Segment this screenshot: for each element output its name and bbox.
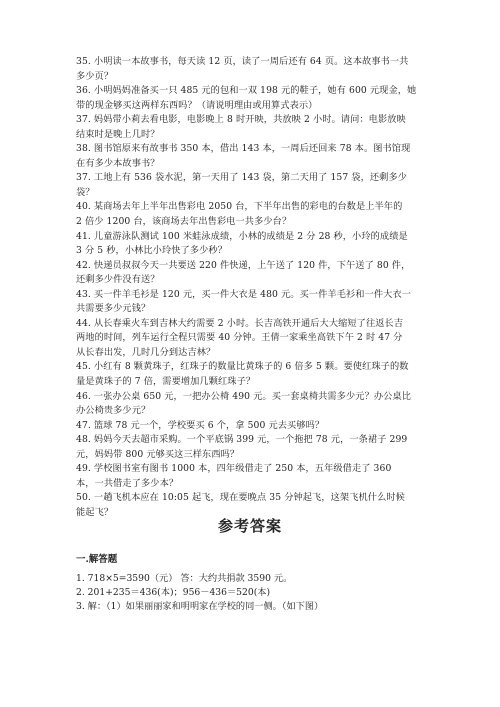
problem-line: 47. 篮球 78 元一个，学校要买 6 个，拿 500 元去买够吗？ [76, 419, 325, 431]
problem-line: 2 倍少 1200 台，该商场去年出售彩电一共多少台？ [76, 216, 292, 228]
problem-line: 元，妈妈带 800 元够买这三样东西吗？ [76, 448, 240, 460]
problem-line: 46. 一张办公桌 650 元，一把办公椅 490 元。买一套桌椅共需多少元？办公桌比 [76, 390, 412, 402]
problem-line: 袋？ [76, 186, 95, 198]
problem-line: 48. 妈妈今天去超市采购。一个平底锅 399 元，一个拖把 78 元，一条裙子 299 [76, 434, 408, 446]
problem-line: 44. 从长春乘火车到吉林大约需要 2 小时。长吉高铁开通后大大缩短了往返长吉 [76, 317, 404, 329]
problem-line: 40. 某商场去年上半年出售彩电 2050 台，下半年出售的彩电的台数是上半年的 [76, 201, 403, 213]
problem-line: 两地的时间，列车运行全程只需要 40 分钟。王倩一家乘坐高铁下午 2 时 47 分 [76, 332, 403, 344]
problem-line: 3 分 5 秒，小林比小玲快了多少秒？ [76, 245, 227, 257]
section-heading: 一.解答题 [76, 554, 118, 565]
answer-section-title: 参考答案 [217, 517, 282, 535]
problem-line: 结束时是晚上几时？ [76, 128, 160, 140]
answer-list [76, 572, 436, 614]
problem-line: 从长春出发，几时几分到达吉林？ [76, 346, 216, 358]
problem-line: 35. 小明读一本故事书，每天读 12 页，读了一周后还有 64 页。这本故事书一共 [76, 56, 409, 67]
problem-line: 38. 图书馆原来有故事书 350 本，借出 143 本，一周后还回来 78 本。图书馆现 [76, 143, 411, 155]
problem-line: 45. 小红有 8 颗黄珠子，红珠子的数量比黄珠子的 6 倍多 5 颗。要使红珠子的数 [76, 361, 409, 373]
problem-line: 量是黄珠子的 7 倍，需要增加几颗红珠子？ [76, 376, 256, 388]
problem-line: 多少页？ [76, 70, 114, 82]
problem-line: 带的现金够买这两样东西吗？（请说明理由或用算式表示） [76, 99, 318, 111]
problem-line: 37. 妈妈带小莉去看电影，电影晚上 8 时开映，共放映 2 小时。请问：电影放映 [76, 114, 406, 126]
problem-line: 37. 工地上有 536 袋水泥，第一天用了 143 袋，第二天用了 157 袋，还剩多少 [76, 172, 408, 184]
problem-line: 43. 买一件羊毛衫是 120 元，买一件大衣是 480 元。买一件羊毛衫和一件大衣一 [76, 288, 412, 300]
problem-line: 36. 小明妈妈准备买一只 485 元的包和一双 198 元的鞋子，她有 600 元现金，她 [76, 85, 417, 97]
problem-line: 49. 学校图书室有图书 1000 本，四年级借走了 250 本，五年级借走了 360 [76, 463, 392, 475]
problem-line: 41. 儿童游泳队测试 100 米蛙泳成绩，小林的成绩是 2 分 28 秒，小玲的成绩是 [76, 230, 408, 242]
problem-line: 办公椅贵多少元？ [76, 405, 151, 417]
answer-line: 3. 解：（1）如果丽丽家和明明家在学校的同一侧。（如下图） [76, 601, 324, 612]
problem-line: 能起飞？ [76, 506, 114, 518]
answer-line: 1. 718×5=3590（元） 答：大约共捐款 3590 元。 [76, 573, 293, 584]
problem-line: 42. 快递员叔叔今天一共要送 220 件快递，上午送了 120 件，下午送了 80 件， [76, 259, 411, 271]
problem-line: 50. 一趟飞机本应在 10:05 起飞，现在要晚点 35 分钟起飞，这架飞机什么时候 [76, 492, 405, 504]
problem-line: 在有多少本故事书？ [76, 157, 160, 169]
problem-line: 本，一共借走了多少本？ [76, 477, 179, 489]
answer-line: 2. 201+235＝436(本)；956－436＝520(本) [76, 587, 271, 598]
problem-line: 共需要多少元钱？ [76, 303, 151, 315]
problem-line: 还剩多少件没有送？ [76, 274, 160, 286]
problem-list [76, 55, 436, 521]
